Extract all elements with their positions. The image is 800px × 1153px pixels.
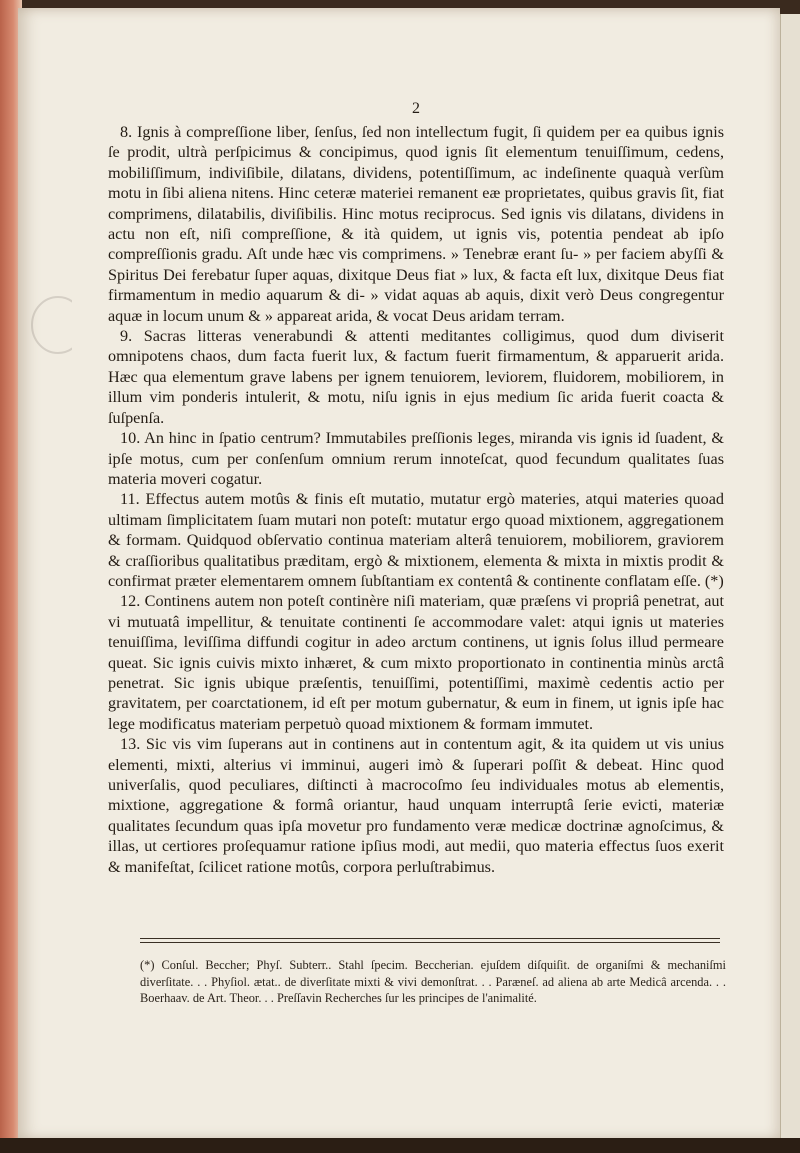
- body-text: [108, 122, 724, 877]
- footnote-rule: [140, 938, 720, 939]
- background-strip: [0, 1138, 800, 1153]
- paragraph-10: 10. An hinc in ſpatio centrum? Immutabiles preſſionis leges, miranda vis ignis id ſuadent, & ipſe motus, cum per conſenſum omnium rerum innoteſcat, quod fecundum qualitates ſuas materia moveri cogatur.: [108, 429, 724, 488]
- facing-page-edge: [780, 14, 800, 1139]
- library-stamp-mark: [28, 290, 72, 360]
- paragraph-13: 13. Sic vis vim ſuperans aut in continens aut in contentum agit, & ita quidem ut vis unius elementi, mixti, alterius vi imminui, augeri imò & ſuperari poſſit & debeat. Hinc quod univerſalis, quod peculiares, diſtincti à macrocoſmo ſeu individuales motus ab elementis, mixtione, aggregatione & formâ oriantur, haud unquam interruptâ ſerie evicti, materiæ qualitates ſecundum quas ipſa movetur pro fundamento veræ medicæ doctrinæ agnoſcimus, & illas, ut certiores proſequamur ratione ipſius modi, aut medii, quo materia effectus ſuos exerit & manifeſtat, ſcilicet ratione motûs, corpora perluſtrabimus.: [108, 735, 724, 876]
- footnote: (*) Conſul. Beccher; Phyſ. Subterr.. Stahl ſpecim. Beccherian. ejuſdem diſquiſit. de organiſmi & mechaniſmi diverſitate. . . Phyſiol. ætat.. de diverſitate mixti & vivi demonſtrat. . . Paræneſ. ad aliena ab arte Medicâ arcenda. . . Boerhaav. de Art. Theor. . . Preſſavin Recherches ſur les principes de l'animalité.: [140, 958, 726, 1005]
- paragraph-11: 11. Effectus autem motûs & finis eſt mutatio, mutatur ergò materies, atqui materies quoad ultimam ſimplicitatem ſuam mutari non poteſt: mutatur ergo quoad mixtionem, aggregationem & formam. Quidquod obſervatio continua materiam alterâ tenuiorem, mobiliorem, graviorem & craſſioribus qualitatibus præditam, ergò & mixtionem, elementa & mixta in mixtis prodit & confirmat præter elementarem omnem ſubſtantiam ex contentâ & continente conflatam eſſe. (*): [108, 490, 724, 590]
- paragraph-12: 12. Continens autem non poteſt continère niſi materiam, quæ præſens vi propriâ penetrat, aut vi mutuatâ impellitur, & tenuitate continenti ſe accommodare valet: atqui ignis ut materies tenuiſſima, leviſſima diffundi cogitur in adeo arctum continens, ut ignis ſolus illud permeare queat. Sic ignis cuivis mixto inhæret, & cum mixto proportionato in continentia minùs arctâ penetrat. Sic ignis ubique præſentis, tenuiſſimi, potentiſſimi, maximè cedentis actio per gravitatem, per coarctationem, id eſt per motum gubernatur, & eum in finem, ut ignis ipſe hac lege modificatus materiam perpetuò quoad mixtionem & formam immutet.: [108, 592, 724, 733]
- paragraph-9: 9. Sacras litteras venerabundi & attenti meditantes colligimus, quod dum diviserit omnipotens chaos, dum facta fuerit lux, & factum fuerit firmamentum, & apparuerit arida. Hæc qua elementum grave labens per ignem tenuiorem, leviorem, fluidorem, mobiliorem, in illum vim ponderis intulerit, & motu, niſu ignis in ejus medium ſic arida fuerit coacta & ſuſpenſa.: [108, 327, 724, 427]
- page-number: 2: [412, 100, 420, 117]
- footnote-rule-double: [140, 942, 720, 943]
- paragraph-8: 8. Ignis à compreſſione liber, ſenſus, ſed non intellectum fugit, ſi quidem per ea quibus ignis ſe prodit, ultrà perſpicimus & concipimus, quod ignis ſit elementum tenuiſſimum, cedens, mobiliſſimum, indiviſibile, dilatans, dividens, potentiſſimum, ac indeſinente quaquà verſùm motu in ſibi aliena nitens. Hinc ceteræ materiei remanent eæ proprietates, quibus gravis ſit, fiat comprimens, dilatabilis, diviſibilis. Hinc motus reciprocus. Sed ignis vis dilatans, dividens in actu non eſt, niſi compreſſione, & ità quidem, ut ignis vis, potentia pendeat ab ipſo compreſſionis gradu. Aſt unde hæc vis comprimens. » Tenebræ erant ſu- » per faciem abyſſi & Spiritus Dei ferebatur ſuper aquas, dixitque Deus fiat » lux, & facta eſt lux, dixitque Deus fiat firmamentum in medio aquarum & di- » vidat aquas ab aquis, dixit verò Deus congregentur aquæ in locum unum & » appareat arida, & vocat Deus aridam terram.: [108, 123, 724, 325]
- stamp-icon: [28, 290, 72, 360]
